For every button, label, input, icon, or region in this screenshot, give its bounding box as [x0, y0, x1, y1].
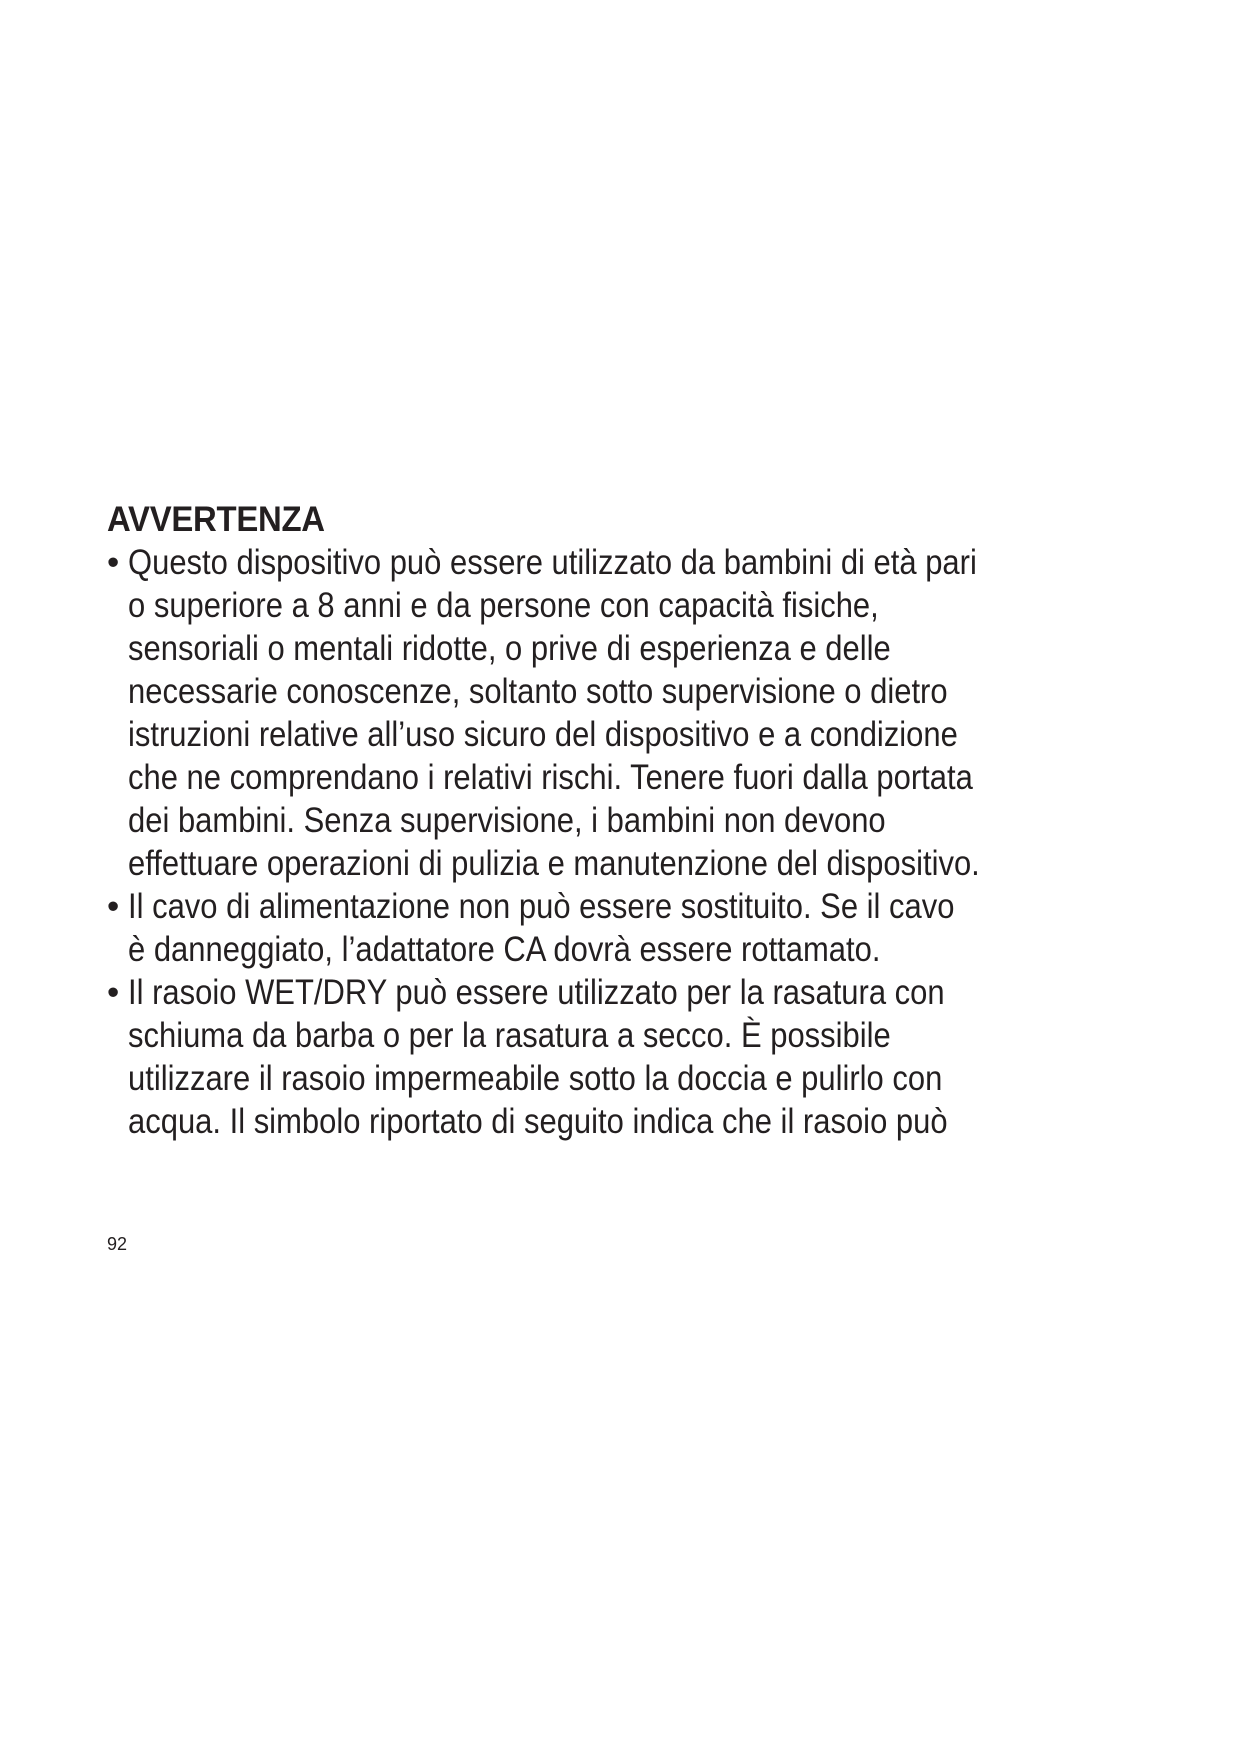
text-line: è danneggiato, l’adattatore CA dovrà essere rottamato. [128, 930, 881, 969]
bullet-text [128, 541, 1137, 885]
bullet-text [128, 885, 1137, 971]
text-line: Questo dispositivo può essere utilizzato da bambini di età pari [128, 543, 977, 582]
bullet-icon: • [107, 887, 120, 926]
bullet-icon: • [107, 543, 120, 582]
bullet-icon: • [107, 973, 120, 1012]
warning-list [107, 541, 1137, 1143]
bullet-text [128, 971, 1137, 1143]
text-line: acqua. Il simbolo riportato di seguito indica che il rasoio può [128, 1102, 948, 1141]
list-item [107, 971, 1137, 1143]
text-line: o superiore a 8 anni e da persone con capacità fisiche, [128, 586, 879, 625]
list-item [107, 541, 1137, 885]
text-line: istruzioni relative all’uso sicuro del dispositivo e a condizione [128, 715, 958, 754]
text-line: utilizzare il rasoio impermeabile sotto la doccia e pulirlo con [128, 1059, 943, 1098]
warning-heading: AVVERTENZA [107, 500, 325, 539]
text-line: che ne comprendano i relativi rischi. Tenere fuori dalla portata [128, 758, 973, 797]
text-line: effettuare operazioni di pulizia e manutenzione del dispositivo. [128, 844, 980, 883]
text-line: necessarie conoscenze, soltanto sotto supervisione o dietro [128, 672, 948, 711]
text-line: Il cavo di alimentazione non può essere sostituito. Se il cavo [128, 887, 955, 926]
warning-section [107, 498, 1137, 1143]
text-line: Il rasoio WET/DRY può essere utilizzato per la rasatura con [128, 973, 945, 1012]
text-line: dei bambini. Senza supervisione, i bambini non devono [128, 801, 886, 840]
text-line: schiuma da barba o per la rasatura a secco. È possibile [128, 1016, 891, 1055]
list-item [107, 885, 1137, 971]
page-number: 92 [107, 1234, 128, 1254]
text-line: sensoriali o mentali ridotte, o prive di esperienza e delle [128, 629, 891, 668]
